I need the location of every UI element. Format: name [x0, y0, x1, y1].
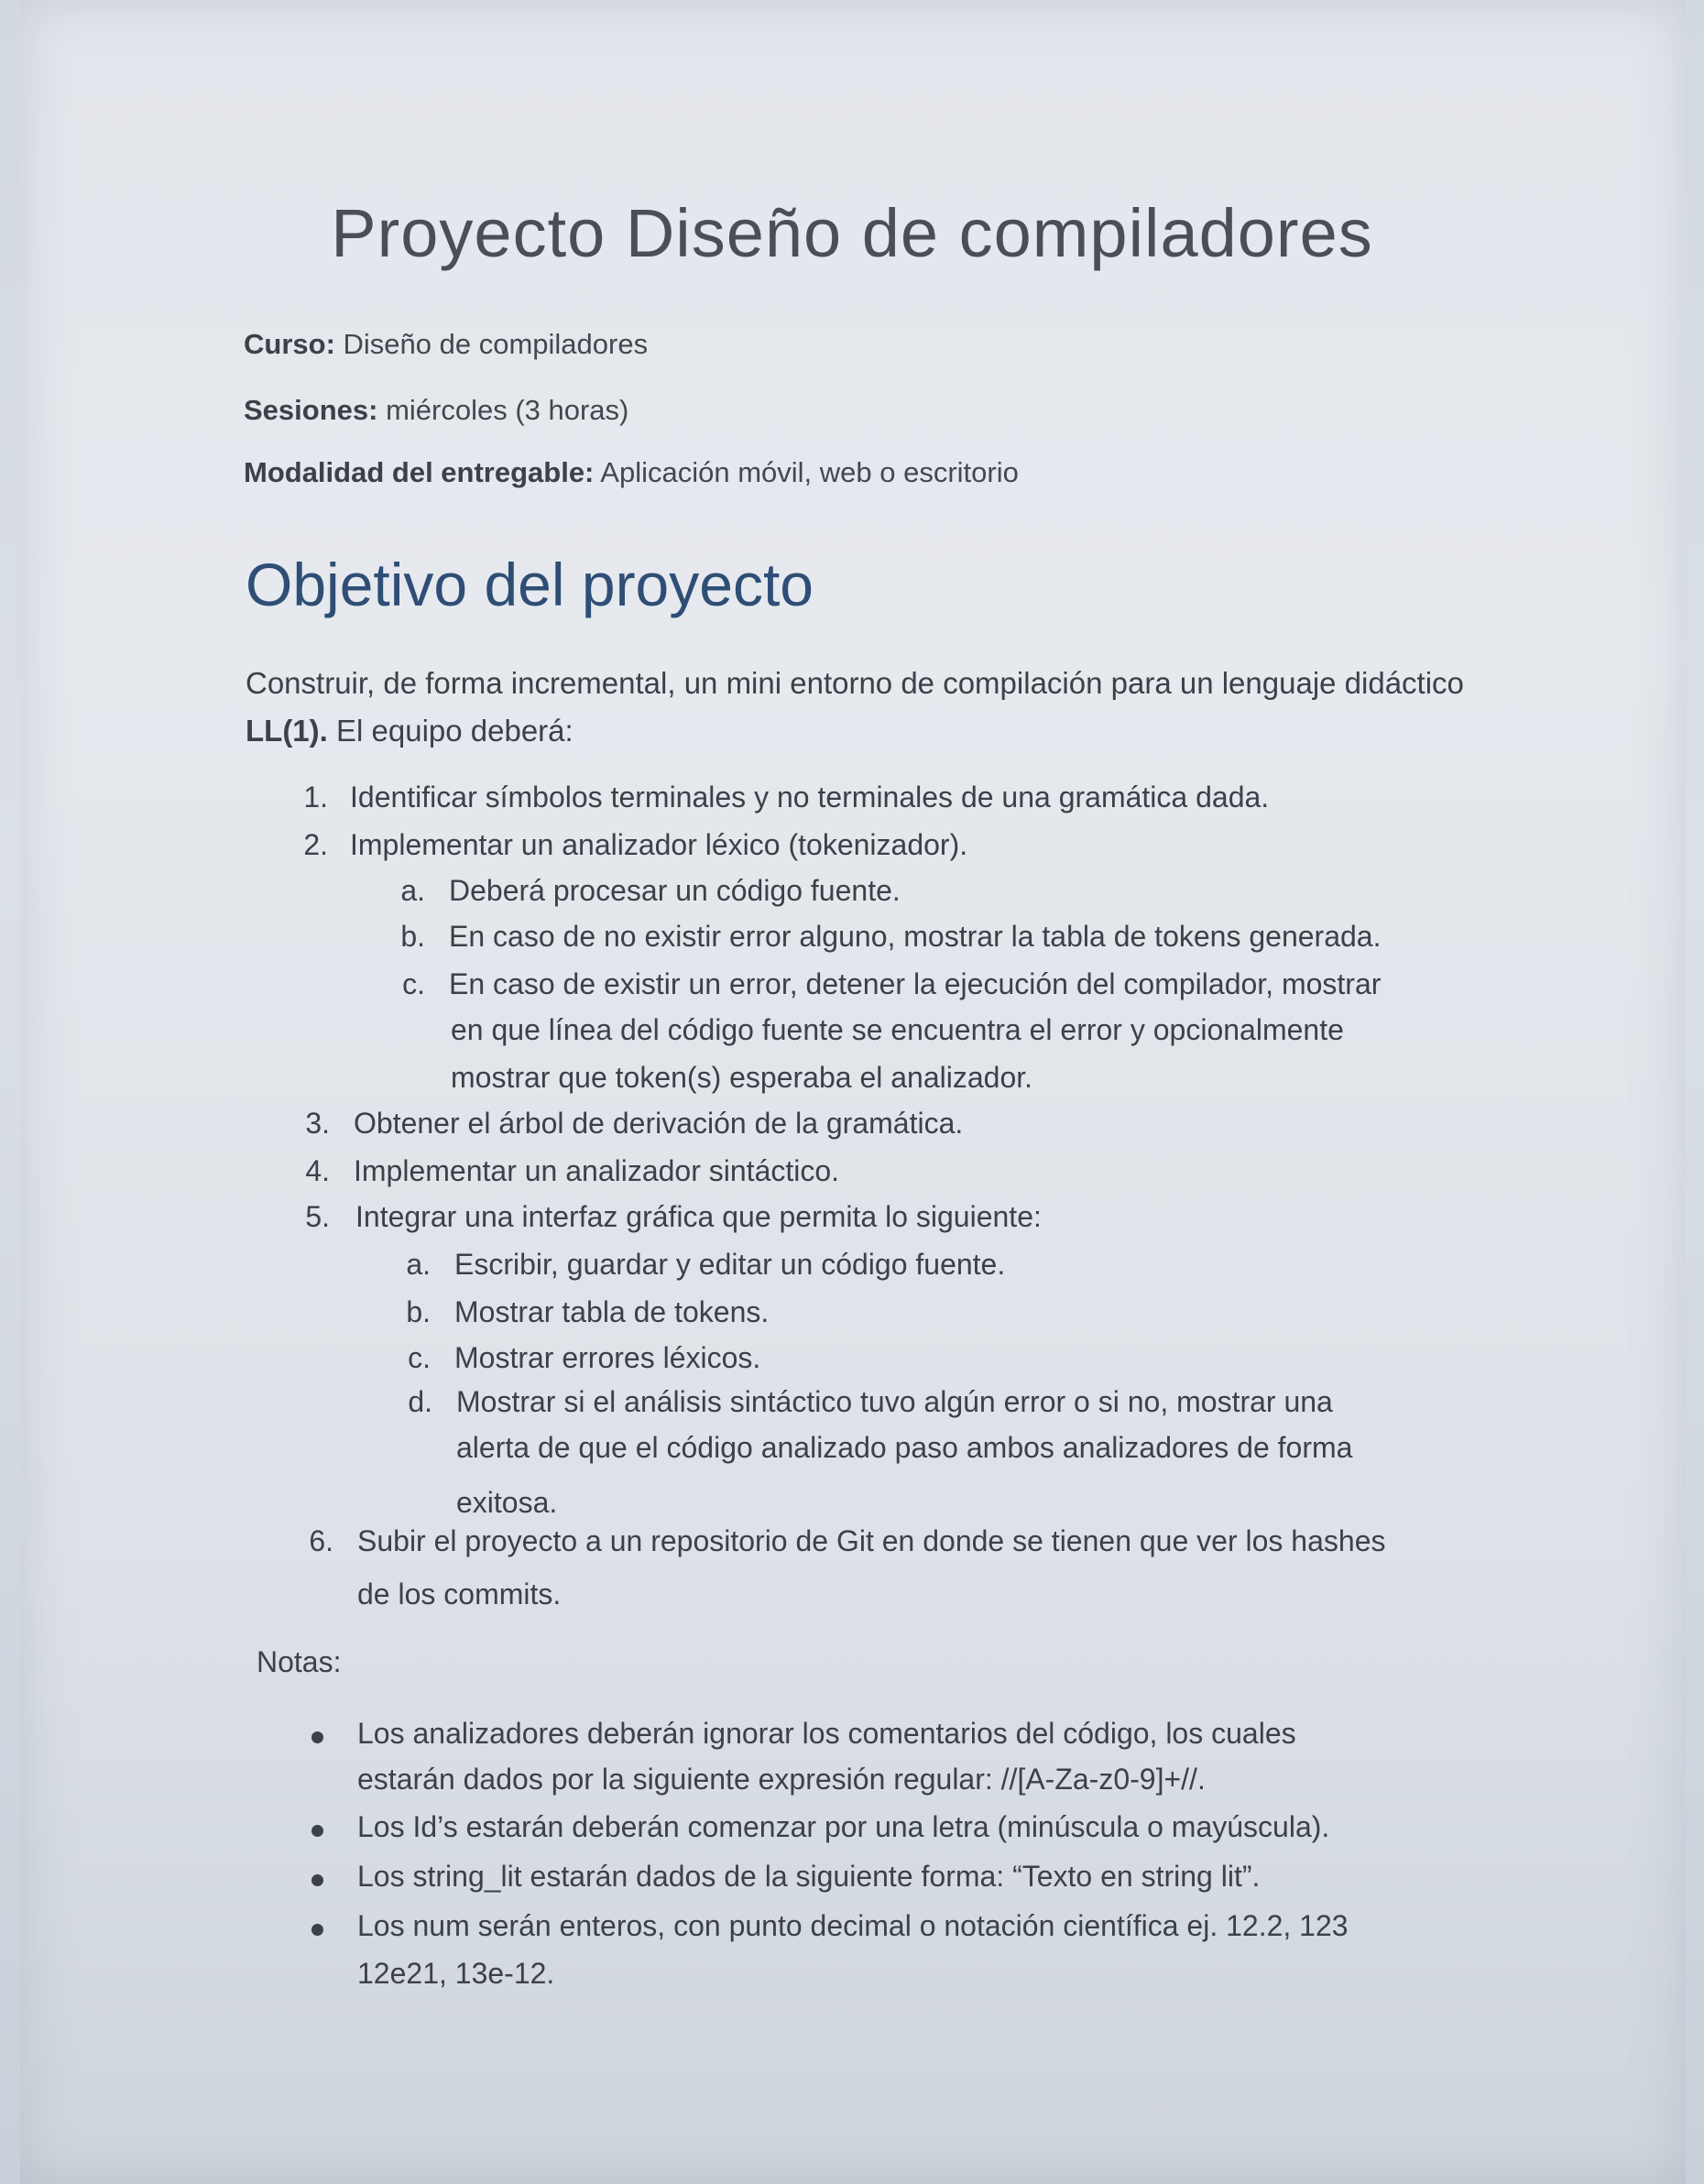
meta-curso: [244, 328, 648, 361]
modalidad-value: Aplicación móvil, web o escritorio: [594, 456, 1019, 488]
note-line: estarán dados por la siguiente expresión regular: //[A-Za-z0-9]+//.: [357, 1763, 1206, 1796]
list-item-line: Mostrar si el análisis sintáctico tuvo algún error o si no, mostrar una: [456, 1385, 1333, 1418]
sesiones-value: miércoles (3 horas): [377, 394, 629, 426]
list-num: 2.: [303, 828, 328, 861]
list-item-line: Integrar una interfaz gráfica que permita lo siguiente:: [355, 1200, 1042, 1233]
curso-value: Diseño de compiladores: [334, 328, 649, 360]
page-title: Proyecto Diseño de compiladores: [331, 195, 1373, 271]
list-item-line: en que línea del código fuente se encuentra el error y opcionalmente: [451, 1013, 1344, 1046]
list-item-line: Implementar un analizador sintáctico.: [354, 1154, 840, 1187]
list-item-line: Subir el proyecto a un repositorio de Git en donde se tienen que ver los hashes: [357, 1524, 1386, 1557]
list-item-line: Mostrar tabla de tokens.: [454, 1295, 770, 1328]
list-num: 4.: [305, 1154, 330, 1187]
bullet-icon: [311, 1731, 323, 1743]
objective-heading: Objetivo del proyecto: [246, 551, 814, 618]
list-num: a.: [406, 1248, 431, 1281]
intro-bold: LL(1).: [246, 714, 328, 748]
list-item-line: Mostrar errores léxicos.: [454, 1341, 761, 1374]
list-num: 6.: [309, 1524, 333, 1557]
list-num: c.: [402, 967, 425, 1000]
curso-label: Curso:: [244, 328, 335, 360]
modalidad-label: Modalidad del entregable:: [244, 456, 595, 488]
list-item-line: alerta de que el código analizado paso ambos analizadores de forma: [456, 1431, 1353, 1464]
note-line: Los analizadores deberán ignorar los comentarios del código, los cuales: [357, 1717, 1296, 1750]
list-num: c.: [408, 1341, 431, 1374]
list-item-line: exitosa.: [456, 1486, 558, 1519]
list-item-line: Deberá procesar un código fuente.: [449, 874, 901, 907]
note-line: Los Id’s estarán deberán comenzar por una letra (minúscula o mayúscula).: [357, 1810, 1330, 1843]
list-num: 3.: [305, 1107, 330, 1140]
bullet-icon: [311, 1924, 323, 1936]
list-item-line: En caso de existir un error, detener la ejecución del compilador, mostrar: [449, 967, 1382, 1000]
list-item-line: Escribir, guardar y editar un código fuente.: [454, 1248, 1006, 1281]
list-num: b.: [400, 920, 425, 953]
list-num: 1.: [303, 781, 328, 814]
meta-modalidad: [244, 456, 1019, 489]
intro-text-2: El equipo deberá:: [327, 714, 573, 748]
list-num: b.: [406, 1295, 431, 1328]
objective-intro: [246, 660, 1473, 755]
list-item-line: Implementar un analizador léxico (tokenizador).: [350, 828, 968, 861]
bullet-icon: [311, 1825, 323, 1837]
list-num: a.: [400, 874, 425, 907]
list-item-line: En caso de no existir error alguno, mostrar la tabla de tokens generada.: [449, 920, 1382, 953]
bullet-icon: [311, 1874, 323, 1886]
list-num: d.: [408, 1385, 432, 1418]
note-line: Los num serán enteros, con punto decimal o notación científica ej. 12.2, 123: [357, 1909, 1349, 1942]
notes-heading: Notas:: [257, 1645, 342, 1678]
note-line: 12e21, 13e-12.: [357, 1957, 555, 1990]
meta-sesiones: [244, 394, 628, 427]
sesiones-label: Sesiones:: [244, 394, 378, 426]
list-item-line: Obtener el árbol de derivación de la gramática.: [354, 1107, 964, 1140]
list-item-line: de los commits.: [357, 1578, 562, 1611]
intro-text-1: Construir, de forma incremental, un mini entorno de compilación para un lenguaje didáctico: [246, 666, 1464, 700]
list-item-line: mostrar que token(s) esperaba el analizador.: [451, 1061, 1033, 1094]
list-item-line: Identificar símbolos terminales y no terminales de una gramática dada.: [350, 781, 1270, 814]
list-num: 5.: [305, 1200, 330, 1233]
note-line: Los string_lit estarán dados de la siguiente forma: “Texto en string lit”.: [357, 1860, 1261, 1893]
